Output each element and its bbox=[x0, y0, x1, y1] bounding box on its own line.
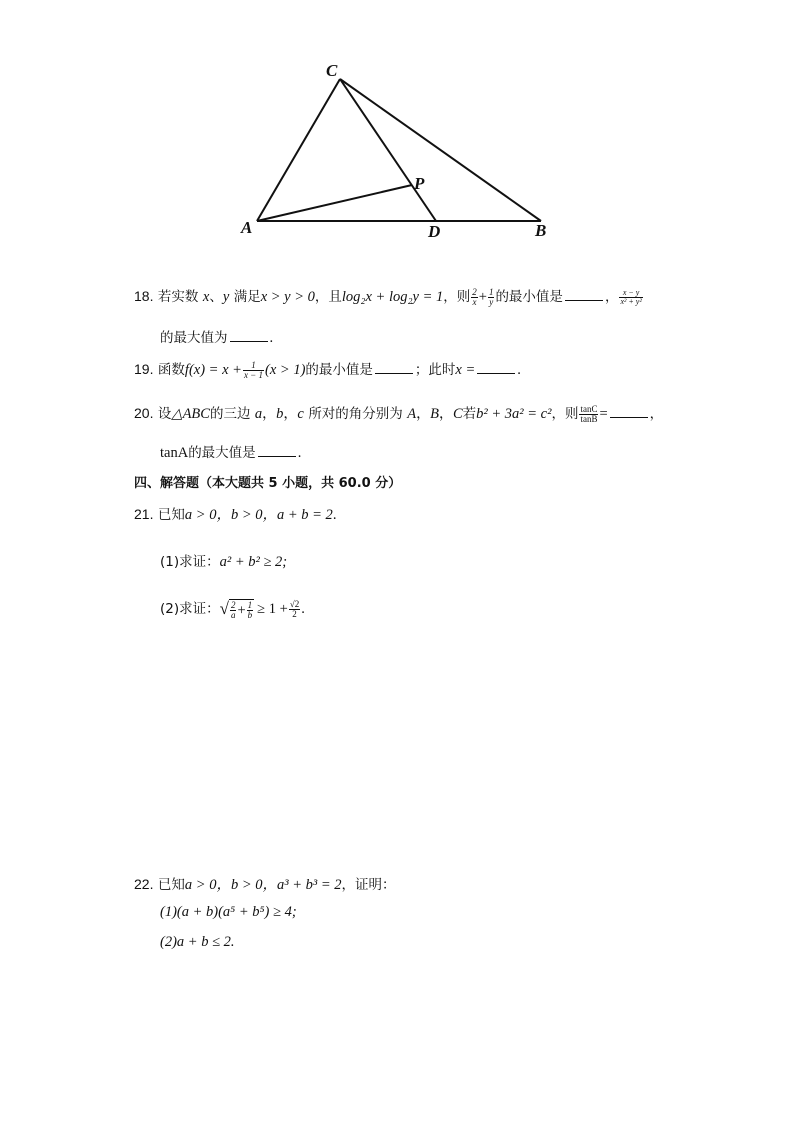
math: f(x) = x + bbox=[184, 362, 242, 378]
math: x > y > 0 bbox=[260, 289, 315, 305]
answer-blank[interactable] bbox=[230, 329, 268, 342]
question-22-part-1 bbox=[160, 904, 297, 921]
text: ， bbox=[604, 289, 619, 305]
text: 的最大值为 bbox=[160, 330, 228, 346]
math: c bbox=[297, 406, 304, 422]
section-heading: 四、解答题（本大题共 5 小题，共 60.0 分） bbox=[134, 476, 402, 491]
question-20-line2 bbox=[160, 441, 301, 462]
text: 函数 bbox=[157, 362, 185, 378]
fraction: $\frac{x - y}{\text{x² + y²}}$ bbox=[620, 287, 642, 306]
text: 若 bbox=[462, 406, 477, 422]
math: (2)a + b ≤ 2. bbox=[160, 934, 235, 950]
math: = bbox=[599, 406, 608, 422]
text: ；此时 bbox=[414, 362, 456, 378]
math: x = bbox=[455, 362, 476, 378]
math: + bbox=[478, 289, 487, 305]
question-20: 20. 设△ABC的三边 a，b，c 所对的角分别为 A，B，C若b² + 3a² = c²，则 $\frac{\tan C}{\tan B}$ = ， bbox=[134, 403, 664, 424]
question-18 bbox=[134, 285, 644, 307]
point-label-P: P bbox=[414, 174, 425, 193]
fraction: $\frac{1}{b}$ bbox=[247, 599, 253, 620]
text: ，且 bbox=[314, 289, 342, 305]
text: . bbox=[517, 362, 521, 378]
question-number: 19. bbox=[134, 361, 154, 377]
math: x bbox=[202, 289, 210, 305]
question-21-part-2: (2)求证：√ $\frac{2}{a}$ + $\frac{1}{b}$ ≥ 1 + $\frac{√2}{2}$ . bbox=[160, 598, 305, 620]
answer-blank[interactable] bbox=[477, 361, 515, 374]
segment-CB bbox=[340, 79, 541, 221]
answer-blank[interactable] bbox=[258, 444, 296, 457]
text: 所对的角分别为 bbox=[308, 406, 403, 422]
question-number: 18. bbox=[134, 288, 154, 304]
question-21 bbox=[134, 503, 336, 524]
vertex-label-B: B bbox=[535, 221, 547, 240]
math: log₂x + log₂y = 1 bbox=[341, 289, 444, 305]
math: a bbox=[254, 406, 263, 422]
question-19 bbox=[134, 358, 521, 380]
part-label: (1)求证： bbox=[160, 554, 220, 570]
segment-AP bbox=[257, 185, 412, 221]
question-number: 21. bbox=[134, 506, 154, 522]
point-label-D: D bbox=[428, 222, 441, 241]
math: tanA bbox=[160, 445, 189, 461]
math: y bbox=[222, 289, 230, 305]
math: B bbox=[430, 406, 439, 422]
text: ，证明： bbox=[341, 877, 396, 893]
text: . bbox=[297, 445, 302, 461]
math: (1)(a + b)(a⁵ + b⁵) ≥ 4; bbox=[160, 904, 297, 920]
text: . bbox=[269, 330, 274, 346]
text: 的最小值是 bbox=[305, 362, 373, 378]
fraction: $\frac{√2}{2}$ bbox=[289, 598, 300, 619]
math: + bbox=[237, 602, 246, 618]
question-number: 22. bbox=[134, 876, 154, 892]
text: 设 bbox=[157, 406, 172, 422]
text: 的最大值是 bbox=[188, 445, 256, 461]
math: A bbox=[407, 406, 417, 422]
answer-blank[interactable] bbox=[565, 288, 603, 301]
question-21-part-1 bbox=[160, 550, 287, 571]
text: 的最小值是 bbox=[495, 289, 563, 305]
segment-AC bbox=[257, 79, 340, 221]
fraction: $\frac{1}{y}$ bbox=[488, 286, 494, 307]
question-number: 20. bbox=[134, 405, 154, 421]
question-22 bbox=[134, 873, 396, 894]
fraction: $\frac{2}{a}$ bbox=[230, 599, 236, 620]
text: 、 bbox=[209, 289, 223, 305]
math: a² + b² ≥ 2; bbox=[219, 554, 288, 570]
square-root bbox=[229, 599, 254, 620]
fraction: $\frac{2}{x}$ bbox=[472, 286, 477, 307]
text: . bbox=[332, 507, 337, 523]
text: . bbox=[301, 601, 305, 617]
text: 若实数 bbox=[157, 289, 199, 305]
math: a > 0，b > 0，a³ + b³ = 2 bbox=[184, 877, 342, 893]
vertex-label-C: C bbox=[326, 61, 338, 80]
text: 已知 bbox=[157, 877, 185, 893]
fraction: $\frac{1}{x - 1}$ bbox=[243, 359, 264, 380]
part-label: (2)求证： bbox=[160, 601, 220, 617]
answer-blank[interactable] bbox=[375, 361, 413, 374]
answer-blank[interactable] bbox=[610, 405, 648, 418]
math: a > 0，b > 0，a + b = 2 bbox=[184, 507, 333, 523]
segment-CD bbox=[340, 79, 436, 221]
vertex-label-A: A bbox=[241, 218, 253, 237]
text: ，则 bbox=[443, 289, 471, 305]
text: 的三边 bbox=[209, 406, 251, 422]
text: 已知 bbox=[157, 507, 185, 523]
triangle-figure bbox=[0, 0, 794, 260]
math: C bbox=[452, 406, 463, 422]
text: ，则 bbox=[551, 406, 579, 422]
text: 满足 bbox=[233, 289, 261, 305]
math: (x > 1) bbox=[265, 362, 306, 378]
math: b bbox=[276, 406, 284, 422]
fraction: $\frac{\tan C}{\tan B}$ bbox=[580, 403, 598, 424]
math: △ABC bbox=[171, 406, 210, 422]
question-22-part-2 bbox=[160, 934, 235, 951]
math: ≥ 1 + bbox=[257, 601, 288, 617]
math: b² + 3a² = c² bbox=[476, 406, 552, 422]
question-18-line2 bbox=[160, 326, 273, 347]
text: ， bbox=[649, 406, 664, 422]
